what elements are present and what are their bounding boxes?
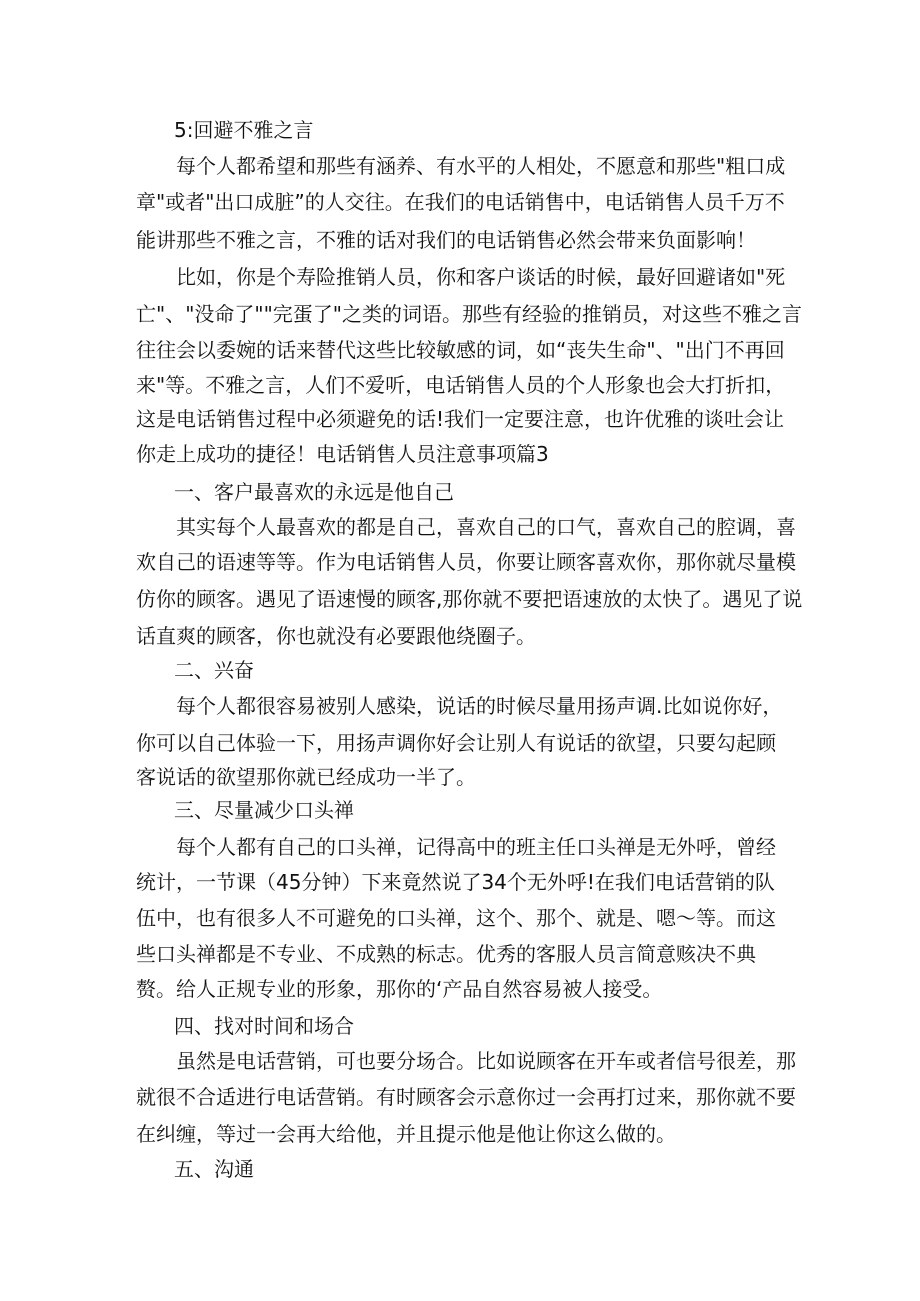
paragraph-line: 统计，一节课（45分钟）下来竟然说了34个无外呼!在我们电话营销的队 xyxy=(136,870,775,894)
paragraph-line: 亡"、"没命了""完蛋了"之类的词语。那些有经验的推销员，对这些不雅之言 xyxy=(136,302,802,326)
paragraph-line: 仿你的顾客。遇见了语速慢的顾客,那你就不要把语速放的太快了。遇见了说 xyxy=(136,587,803,611)
paragraph-line: 这是电话销售过程中必须避免的话!我们一定要注意，也许优雅的谈吐会让 xyxy=(136,407,785,431)
paragraph-line: 虽然是电话营销，可也要分场合。比如说顾客在开车或者信号很差，那 xyxy=(176,1049,796,1073)
paragraph-line: 每个人都希望和那些有涵养、有水平的人相处，不愿意和那些"粗口成 xyxy=(176,154,786,178)
paragraph-line: 你可以自己体验一下，用扬声调你好会让别人有说话的欲望，只要勾起顾 xyxy=(136,731,776,755)
paragraph-line: 赘。给人正规专业的形象，那你的‘产品自然容易被人接受。 xyxy=(136,977,663,1001)
paragraph-line: 能讲那些不雅之言，不雅的话对我们的电话销售必然会带来负面影响！ xyxy=(136,228,756,252)
paragraph-line: 些口头禅都是不专业、不成熟的标志。优秀的客服人员言简意赅决不典 xyxy=(136,942,756,966)
section-heading: 二、兴奋 xyxy=(174,658,254,682)
paragraph-line: 每个人都有自己的口头禅，记得高中的班主任口头禅是无外呼，曾经 xyxy=(176,835,776,859)
paragraph-line: 就很不合适进行电话营销。有时顾客会示意你过一会再打过来，那你就不要 xyxy=(136,1085,796,1109)
section-heading: 五、沟通 xyxy=(174,1157,254,1181)
paragraph-line: 其实每个人最喜欢的都是自己，喜欢自己的口气，喜欢自己的腔调，喜 xyxy=(176,515,796,539)
paragraph-line: 比如，你是个寿险推销人员，你和客户谈话的时候，最好回避诸如"死 xyxy=(176,265,786,289)
paragraph-line: 客说话的欲望那你就已经成功一半了。 xyxy=(136,765,476,789)
paragraph-line: 章"或者"出口成脏”的人交往。在我们的电话销售中，电话销售人员千万不 xyxy=(136,190,785,214)
section-heading: 三、尽量减少口头禅 xyxy=(174,798,354,822)
paragraph-line: 在纠缠，等过一会再大给他，并且提示他是他让你这么做的。 xyxy=(136,1122,676,1146)
paragraph-line: 每个人都很容易被别人感染，说话的时候尽量用扬声调.比如说你好， xyxy=(176,694,783,718)
paragraph-line: 欢自己的语速等等。作为电话销售人员，你要让顾客喜欢你，那你就尽量模 xyxy=(136,550,796,574)
paragraph-line: 你走上成功的捷径！电话销售人员注意事项篇3 xyxy=(136,442,549,466)
section-heading: 四、找对时间和场合 xyxy=(174,1014,354,1038)
paragraph-line: 话直爽的顾客，你也就没有必要跟他绕圈子。 xyxy=(136,624,536,648)
section-heading: 一、客户最喜欢的永远是他自己 xyxy=(174,480,454,504)
paragraph-line: 伍中，也有很多人不可避免的口头禅，这个、那个、就是、嗯〜等。而这 xyxy=(136,906,776,930)
paragraph-line: 来"等。不雅之言，人们不爱听，电话销售人员的个人形象也会大打折扣， xyxy=(136,373,786,397)
section-heading: 5:回避不雅之言 xyxy=(174,118,314,142)
paragraph-line: 往往会以委婉的话来替代这些比较敏感的词，如“丧失生命"、"出门不再回 xyxy=(136,338,785,362)
